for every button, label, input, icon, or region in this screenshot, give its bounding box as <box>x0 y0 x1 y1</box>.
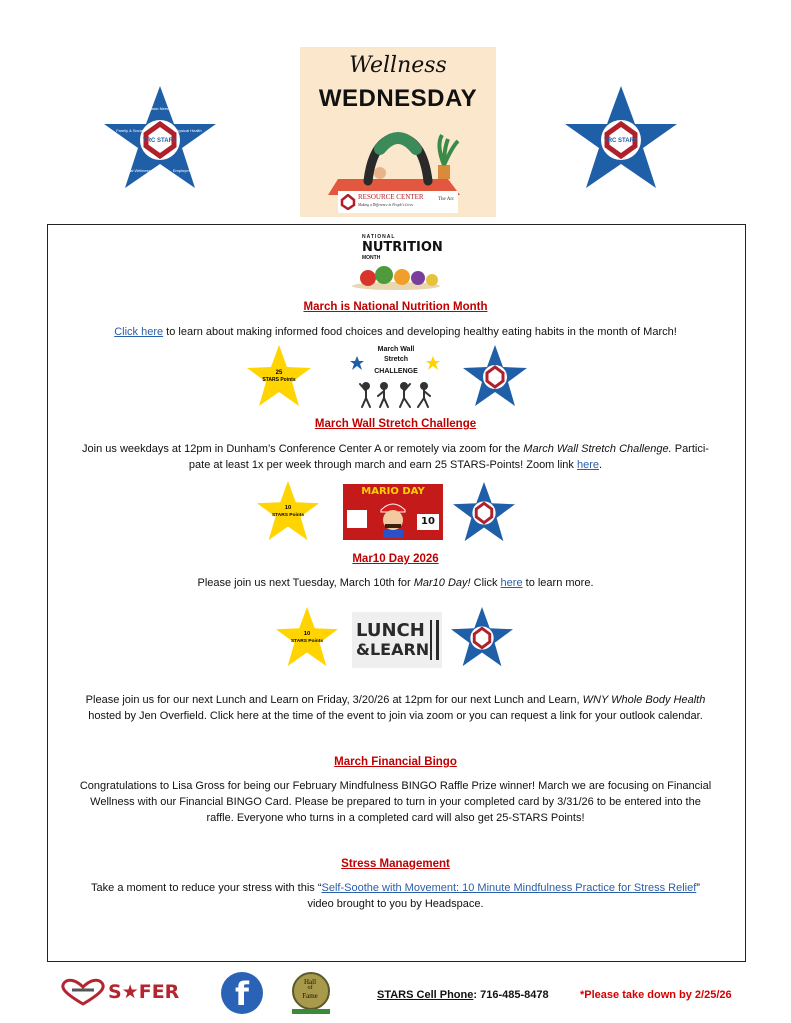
wall-stretch-graphic <box>350 342 442 410</box>
stretch-text-a: Join us weekdays at 12pm in Dunham’s Conference Center A or remotely via zoom for the <box>82 443 524 455</box>
vegetables-icon <box>350 260 442 290</box>
stretch-text-d: . <box>599 459 603 471</box>
lunch-graphic-line1: LUNCH <box>356 620 425 641</box>
mario-text-b: Click <box>470 577 501 589</box>
safer-text: S★FER <box>108 981 180 1003</box>
safer-logo <box>58 978 188 1006</box>
resource-center-mark-icon <box>340 194 356 210</box>
org-tagline: Making a Difference in People's Lives <box>358 203 413 207</box>
nutrition-paragraph <box>47 324 744 340</box>
mario-day-graphic <box>343 484 443 540</box>
org-secondary: The Arc <box>438 197 455 202</box>
stretching-figures-icon <box>358 382 434 408</box>
facebook-icon[interactable] <box>221 972 263 1014</box>
stars-points-badge-25 <box>246 344 312 408</box>
small-gold-star-icon <box>426 356 440 370</box>
banner-title: WEDNESDAY <box>318 85 478 112</box>
stars-points-badge-10-a <box>256 480 320 542</box>
stress-paragraph <box>52 880 739 912</box>
bingo-line2: Wellness with our Financial BINGO Card. Please be prepared to turn in your completed card by 3/31/26 to be entered into the <box>90 796 701 808</box>
lunch-text-b: hosted by Jen Overfield. Click here at the time of the event to join via zoom or you can request a link for your outlook calendar. <box>88 710 703 722</box>
stars-cell-phone <box>377 989 549 1001</box>
phone-value: : 716-485-8478 <box>473 989 549 1001</box>
mario-calendar-left <box>347 510 367 528</box>
small-star-icon <box>350 356 364 370</box>
stress-text-a: Take a moment to reduce your stress with this “ <box>91 882 322 894</box>
nutrition-logo-line1: NATIONAL <box>362 234 396 240</box>
nutrition-month-logo <box>348 232 444 292</box>
svg-text:25: 25 <box>275 370 283 376</box>
bingo-line3: raffle. Everyone who turns in a completed card will also get 25-STARS Points! <box>206 812 585 824</box>
nutrition-logo-line2: NUTRITION <box>362 240 443 255</box>
mario-day-title: MARIO DAY <box>361 486 425 497</box>
hall-line2: of <box>307 985 313 991</box>
mario-text-a: Please join us next Tuesday, March 10th for <box>197 577 414 589</box>
lunch-and-learn-graphic <box>352 612 442 668</box>
nutrition-text: to learn about making informed food choices and developing healthy eating habits in the month of March! <box>163 326 677 338</box>
nutrition-heading: March is National Nutrition Month <box>303 301 488 313</box>
svg-text:STARS Points: STARS Points <box>262 377 296 383</box>
hall-of-fame-ribbon <box>292 1009 330 1014</box>
mario-text-em: Mar10 Day! <box>413 577 471 589</box>
bingo-line1: Congratulations to Lisa Gross for being our February Mindfulness BINGO Raffle Prize winner! March we are focusing on Financial <box>79 780 712 792</box>
svg-text:Employment: Employment <box>172 168 196 173</box>
trc-stars-small-logo-2 <box>452 481 516 543</box>
lunch-text-a: Please join us for our next Lunch and Learn on Friday, 3/20/26 at 12pm for our next Lunch and Learn, <box>85 694 583 706</box>
svg-text:Basic Needs: Basic Needs <box>148 106 172 111</box>
svg-text:Mental Wellness: Mental Wellness <box>121 168 151 173</box>
mario-face-icon <box>377 498 409 538</box>
svg-text:Physical Health: Physical Health <box>174 128 202 133</box>
svg-text:TRC STARS: TRC STARS <box>604 138 638 144</box>
star-center-text: TRC STARS <box>143 138 177 144</box>
stretch-heading: March Wall Stretch Challenge <box>314 418 477 430</box>
mario-heading: Mar10 Day 2026 <box>352 553 439 565</box>
mario-calendar-date: 10 <box>417 514 439 530</box>
stress-heading: Stress Management <box>341 858 450 870</box>
svg-text:10: 10 <box>303 631 311 638</box>
resource-center-logo <box>338 191 458 213</box>
stress-line2: video brought to you by Headspace. <box>307 898 484 910</box>
svg-text:STARS Points: STARS Points <box>290 638 324 644</box>
stretch-text-c: pate at least 1x per week through march and earn 25 STARS-Points! Zoom link <box>188 459 577 471</box>
lunch-paragraph <box>52 692 739 724</box>
fork-knife-icon <box>428 620 440 660</box>
mario-text-c: to learn more. <box>522 577 594 589</box>
stretch-paragraph <box>52 441 739 473</box>
wellness-wednesday-banner <box>300 47 496 217</box>
stress-text-b: ” <box>696 882 700 894</box>
hall-of-fame-logo <box>290 970 330 1016</box>
yoga-illustration <box>328 119 468 199</box>
headspace-video-link[interactable]: Self-Soothe with Movement: 10 Minute Mindfulness Practice for Stress Relief <box>321 882 697 894</box>
stretch-graphic-line2: Stretch <box>383 356 409 363</box>
svg-text:10: 10 <box>284 505 292 512</box>
stretch-zoom-link[interactable]: here <box>576 459 599 471</box>
trc-stars-logo-right <box>563 84 679 192</box>
trc-stars-small-logo-1 <box>462 344 528 408</box>
stretch-graphic-line1: March Wall <box>377 346 415 353</box>
svg-text:Family & Social: Family & Social <box>116 128 144 133</box>
mario-paragraph <box>47 575 744 591</box>
bingo-paragraph <box>52 778 739 826</box>
nutrition-click-here-link[interactable]: Click here <box>114 326 164 338</box>
phone-label: STARS Cell Phone <box>377 989 474 1001</box>
org-name: RESOURCE CENTER <box>358 193 424 201</box>
hall-line1: Hall <box>303 978 317 986</box>
svg-text:STARS Points: STARS Points <box>271 512 305 518</box>
banner-script-title: Wellness <box>349 53 447 78</box>
trc-stars-logo-left <box>102 84 218 192</box>
trc-stars-small-logo-3 <box>450 606 514 668</box>
facebook-letter: f <box>235 975 249 1013</box>
mario-here-link[interactable]: here <box>500 577 523 589</box>
hall-line3: Fame <box>302 992 318 1000</box>
nutrition-logo-line3: MONTH <box>362 255 381 261</box>
stretch-text-em: March Wall Stretch Challenge. <box>523 443 672 455</box>
stretch-text-b: Partici- <box>671 443 709 455</box>
stretch-graphic-line3: CHALLENGE <box>374 368 418 375</box>
bingo-heading: March Financial Bingo <box>334 756 457 768</box>
lunch-graphic-line2: &LEARN <box>356 640 430 659</box>
heart-handshake-icon <box>58 978 108 1006</box>
takedown-notice: *Please take down by 2/25/26 <box>580 989 732 1001</box>
lunch-text-em: WNY Whole Body Health <box>582 694 706 706</box>
stars-points-badge-10-b <box>275 606 339 668</box>
